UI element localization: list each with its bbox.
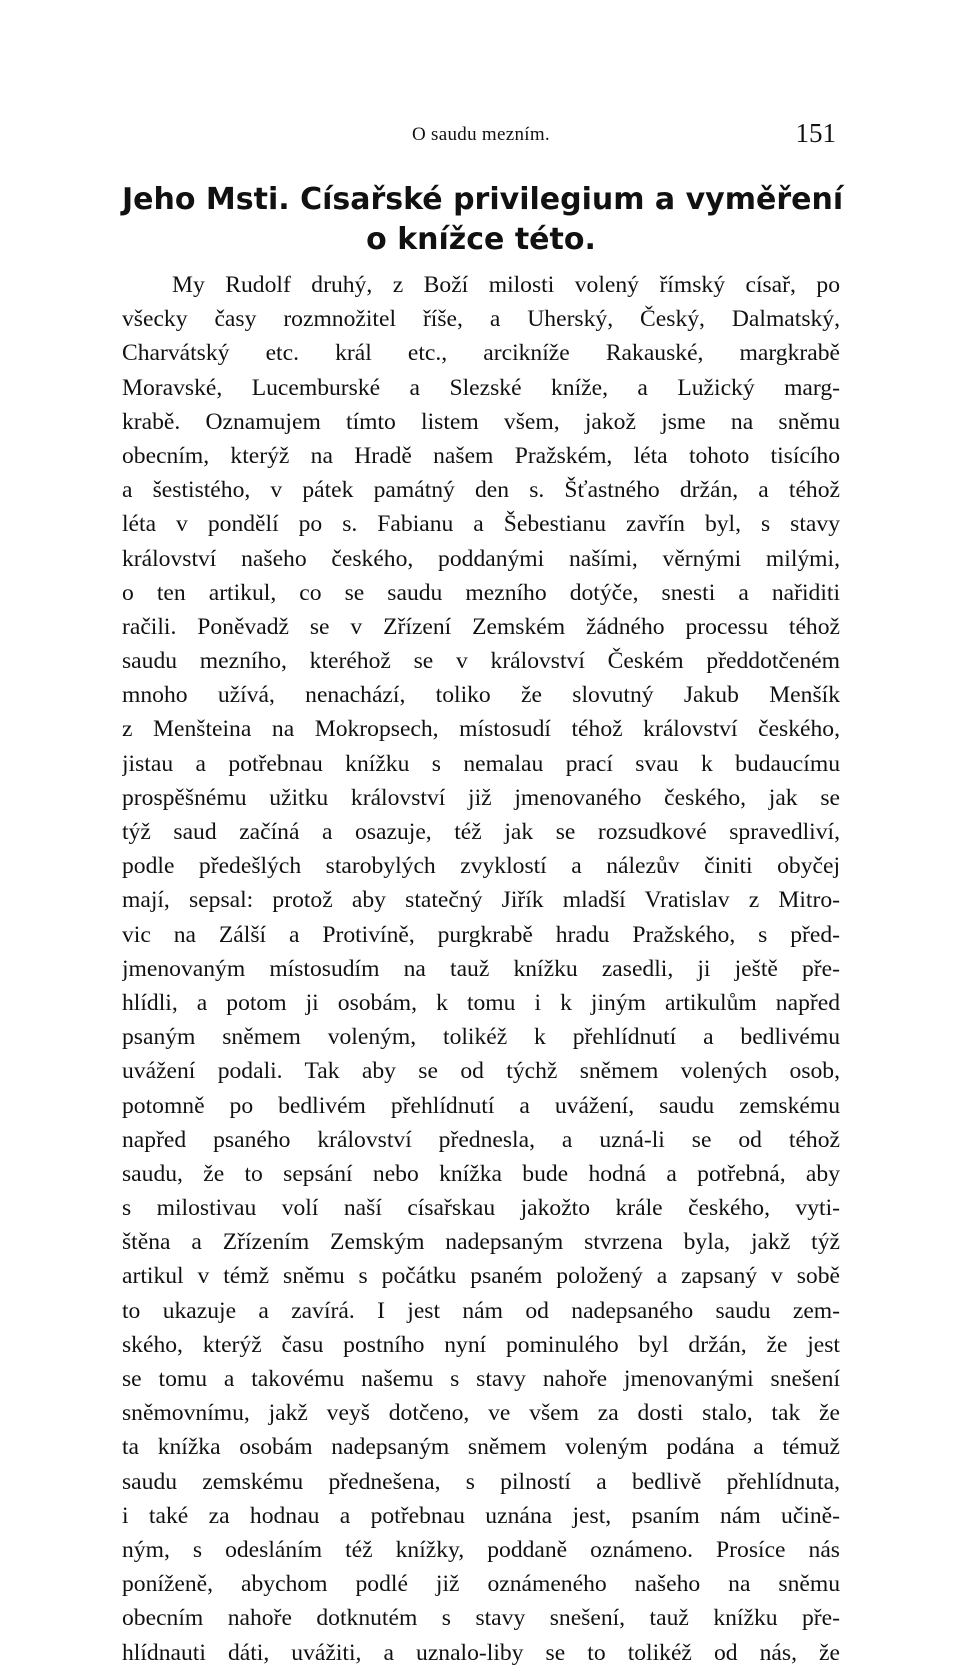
text-line: z Menšteina na Mokropsech, místosudí téhož království českého, (122, 716, 840, 743)
text-line: království našeho českého, poddanými našími, věrnými milými, (122, 545, 840, 572)
text-line: se tomu a takovému našemu s stavy nahoře jmenovanými snešení (122, 1366, 840, 1392)
text-line: o ten artikul, co se saudu mezního dotýče, snesti a nařiditi (122, 579, 840, 606)
text-line: mnoho užívá, nenachází, toliko že slovutný Jakub Menšík (122, 682, 840, 709)
running-head (122, 118, 840, 158)
text-line: týž saud začíná a osazuje, též jak se rozsudkové spravedliví, (122, 819, 840, 845)
text-line: mají, sepsal: protož aby statečný Jiřík mladší Vratislav z Mitro- (122, 887, 840, 914)
text-line: obecním nahoře dotknutém s stavy snešení, tauž knížku pře- (122, 1605, 840, 1632)
running-title: O saudu mezním. (411, 124, 550, 145)
text-line: potomně po bedlivém přehlídnutí a uvážení, saudu zemskému (122, 1092, 840, 1119)
text-line: psaným sněmem voleným, tolikéž k přehlídnutí a bedlivému (122, 1024, 840, 1051)
text-line: Charvátský etc. král etc., arcikníže Rakauské, margkrabě (122, 340, 840, 367)
text-line: napřed psaného království přednesla, a uzná-li se od téhož (122, 1126, 840, 1153)
text-line: a šestistého, v pátek památný den s. Šťastného držán, a téhož (122, 477, 840, 504)
text-line: saudu zemskému přednešena, s pilností a bedlivě přehlídnuta, (122, 1468, 840, 1495)
text-line: hlídli, a potom ji osobám, k tomu i k jiným artikulům napřed (122, 989, 840, 1016)
text-line: jistau a potřebnau knížku s nemalau prací svau k budaucímu (122, 750, 840, 777)
text-line: ského, kterýž času postního nyní pominulého byl držán, že jest (122, 1331, 840, 1358)
text-line: léta v pondělí po s. Fabianu a Šebestianu zavřín byl, s stavy (122, 511, 840, 538)
text-line: jmenovaným místosudím na tauž knížku zasedli, ji ještě pře- (122, 955, 840, 982)
heading-line: o knížce této. (366, 222, 596, 257)
text-line: poníženě, abychom podlé již oznámeného našeho na sněmu (122, 1571, 840, 1598)
text-line: ta knížka osobám nadepsaným sněmem voleným podána a témuž (122, 1434, 840, 1461)
text-line: artikul v témž sněmu s počátku psaném položený a zapsaný v sobě (122, 1263, 840, 1290)
heading-line: Jeho Msti. Císařské privilegium a vyměření (122, 182, 844, 217)
text-line: vic na Zálší a Protivíně, purgkrabě hradu Pražského, s před- (122, 921, 840, 948)
text-line: všecky časy rozmnožitel říše, a Uherský, Český, Dalmatský, (122, 306, 840, 333)
text-line: ným, s odesláním též knížky, poddaně oznámeno. Prosíce nás (122, 1536, 840, 1563)
text-line: uvážení podali. Tak aby se od týchž sněmem volených osob, (122, 1058, 840, 1085)
body-paragraph (122, 268, 840, 1670)
text-line: obecním, kterýž na Hradě našem Pražském, léta tohoto tisícího (122, 442, 840, 469)
text-line: račili. Poněvadž se v Zřízení Zemském žádného processu téhož (122, 613, 840, 640)
text-line: podle předešlých starobylých zvyklostí a nálezův činiti obyčej (122, 853, 840, 880)
section-heading (122, 180, 844, 260)
text-line: saudu mezního, kteréhož se v království Českém předdotčeném (122, 648, 840, 675)
text-line: sněmovnímu, jakž veyš dotčeno, ve všem za dosti stalo, tak že (122, 1400, 840, 1427)
text-line: i také za hodnau a potřebnau uznána jest, psaním nám učině- (122, 1502, 840, 1529)
text-line: My Rudolf druhý, z Boží milosti volený římský císař, po (172, 272, 840, 298)
text-line: prospěšnému užitku království již jmenovaného českého, jak se (122, 784, 840, 811)
text-line: s milostivau volí naší císařskau jakožto krále českého, vyti- (122, 1195, 840, 1222)
text-line: hlídnauti dáti, uvážiti, a uznalo-liby se to tolikéž od nás, že (122, 1639, 840, 1666)
text-line: krabě. Oznamujem tímto listem všem, jakož jsme na sněmu (122, 408, 840, 435)
text-line: štěna a Zřízením Zemským nadepsaným stvrzena byla, jakž týž (122, 1229, 840, 1256)
text-line: saudu, že to sepsání nebo knížka bude hodná a potřebná, aby (122, 1160, 840, 1187)
text-line: to ukazuje a zavírá. I jest nám od nadepsaného saudu zem- (122, 1297, 840, 1324)
text-line: Moravské, Lucemburské a Slezské kníže, a Lužický marg- (122, 374, 840, 401)
page-number: 151 (795, 118, 836, 148)
